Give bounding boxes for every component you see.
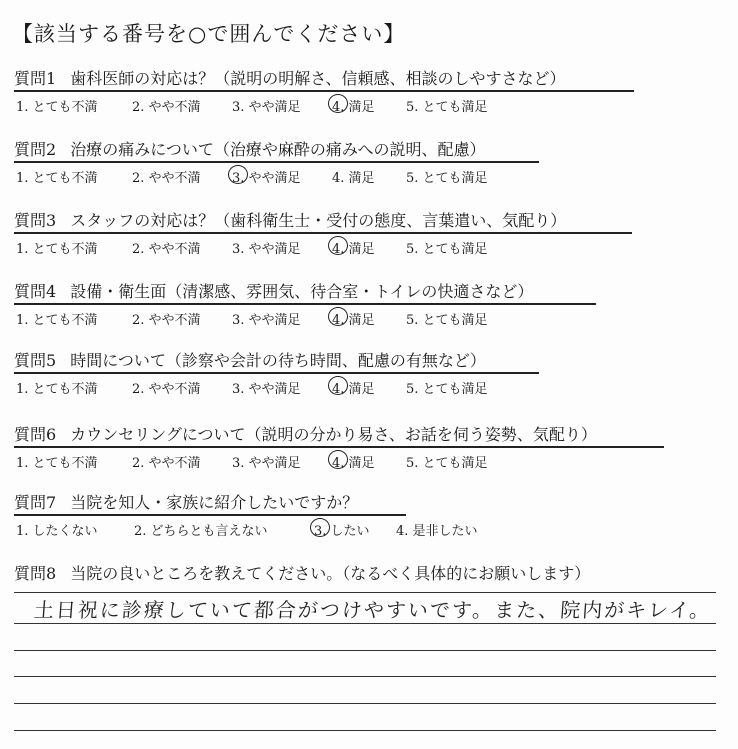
option-2[interactable]: 2. やや不満 (132, 171, 201, 186)
option-3[interactable]: 3. やや満足 (232, 456, 301, 471)
option-5[interactable]: 5. とても満足 (406, 100, 488, 115)
question-4 (14, 281, 724, 329)
option-1[interactable]: 1. とても不満 (16, 456, 98, 471)
selection-circle (328, 94, 348, 113)
title-underline (14, 161, 539, 163)
title-underline (14, 232, 632, 234)
question-3 (14, 210, 724, 258)
selection-circle (328, 376, 348, 395)
option-3[interactable]: 3. やや満足 (232, 242, 301, 257)
question-title (14, 424, 724, 446)
question-5 (14, 350, 724, 398)
question-title (14, 492, 724, 514)
option-2[interactable]: 2. やや不満 (132, 313, 201, 328)
question-number: 質問2 (14, 140, 57, 159)
question-title (14, 139, 724, 161)
question-number: 質問7 (14, 493, 57, 512)
question-title (14, 563, 724, 585)
options-row (14, 238, 724, 258)
option-4[interactable]: 4. 満足 (332, 313, 375, 328)
answer-line (14, 592, 716, 593)
options-row (14, 520, 724, 540)
selection-circle (328, 450, 348, 469)
option-5[interactable]: 5. とても満足 (406, 382, 488, 397)
question-text: 時間について（診察や会計の待ち時間、配慮の有無など） (70, 351, 486, 370)
option-2[interactable]: 2. やや不満 (132, 242, 201, 257)
options-row (14, 378, 724, 398)
option-3[interactable]: 3. したい (314, 524, 370, 539)
answer-line (14, 703, 716, 704)
option-5[interactable]: 5. とても満足 (406, 456, 488, 471)
question-1 (14, 68, 724, 116)
option-1[interactable]: 1. とても不満 (16, 242, 98, 257)
question-text: 治療の痛みについて（治療や麻酔の痛みへの説明、配慮） (70, 140, 486, 159)
option-4[interactable]: 4. 満足 (332, 382, 375, 397)
question-2 (14, 139, 724, 187)
selection-circle (228, 165, 248, 184)
option-1[interactable]: 1. とても不満 (16, 382, 98, 397)
options-row (14, 309, 724, 329)
option-2[interactable]: 2. やや不満 (132, 100, 201, 115)
title-underline (14, 514, 406, 516)
question-text: 設備・衛生面（清潔感、雰囲気、待合室・トイレの快適さなど） (70, 282, 534, 301)
question-title (14, 350, 724, 372)
question-text: 当院を知人・家族に紹介したいですか？ (70, 493, 359, 512)
option-2[interactable]: 2. やや不満 (132, 382, 201, 397)
options-row (14, 167, 724, 187)
question-title (14, 281, 724, 303)
option-3[interactable]: 3. やや満足 (232, 100, 301, 115)
option-1[interactable]: 1. したくない (16, 524, 98, 539)
option-3[interactable]: 3. やや満足 (232, 313, 301, 328)
selection-circle (328, 236, 348, 255)
title-underline (14, 90, 634, 92)
options-row (14, 452, 724, 472)
option-5[interactable]: 5. とても満足 (406, 242, 488, 257)
title-underline (14, 446, 664, 448)
question-title (14, 68, 724, 90)
option-3[interactable]: 3. やや満足 (232, 382, 301, 397)
question-text: カウンセリングについて（説明の分かり易さ、お話を伺う姿勢、気配り） (70, 425, 597, 444)
question-8 (14, 563, 724, 585)
question-number: 質問1 (14, 69, 57, 88)
question-text: 歯科医師の対応は？（説明の明解さ、信頼感、相談のしやすさなど） (70, 69, 566, 88)
option-3[interactable]: 3. やや満足 (232, 171, 301, 186)
answer-line (14, 676, 716, 677)
question-number: 質問4 (14, 282, 57, 301)
question-number: 質問3 (14, 211, 57, 230)
option-4[interactable]: 4. 満足 (332, 171, 375, 186)
option-4[interactable]: 4. 満足 (332, 242, 375, 257)
question-text: スタッフの対応は？（歯科衛生士・受付の態度、言葉遣い、気配り） (70, 211, 567, 230)
answer-line (14, 730, 716, 731)
option-2[interactable]: 2. どちらとも言えない (134, 524, 268, 539)
question-number: 質問8 (14, 564, 57, 583)
question-number: 質問5 (14, 351, 57, 370)
option-1[interactable]: 1. とても不満 (16, 171, 98, 186)
question-title (14, 210, 724, 232)
selection-circle (310, 518, 330, 537)
option-4[interactable]: 4. 満足 (332, 100, 375, 115)
options-row (14, 96, 724, 116)
question-6 (14, 424, 724, 472)
answer-line (14, 623, 716, 624)
title-underline (14, 372, 539, 374)
title-underline (14, 303, 596, 305)
option-5[interactable]: 5. とても満足 (406, 171, 488, 186)
question-text: 当院の良いところを教えてください。（なるべく具体的にお願いします） (70, 564, 591, 583)
handwritten-answer[interactable]: 土日祝に診療していて都合がつけやすいです。また、院内がキレイ。 (33, 598, 713, 622)
instruction-header: 【該当する番号を○で囲んでください】 (12, 22, 406, 46)
option-1[interactable]: 1. とても不満 (16, 313, 98, 328)
question-7 (14, 492, 724, 540)
option-2[interactable]: 2. やや不満 (132, 456, 201, 471)
selection-circle (328, 307, 348, 326)
question-number: 質問6 (14, 425, 57, 444)
option-1[interactable]: 1. とても不満 (16, 100, 98, 115)
option-4[interactable]: 4. 是非したい (396, 524, 478, 539)
answer-line (14, 650, 716, 651)
option-5[interactable]: 5. とても満足 (406, 313, 488, 328)
option-4[interactable]: 4. 満足 (332, 456, 375, 471)
